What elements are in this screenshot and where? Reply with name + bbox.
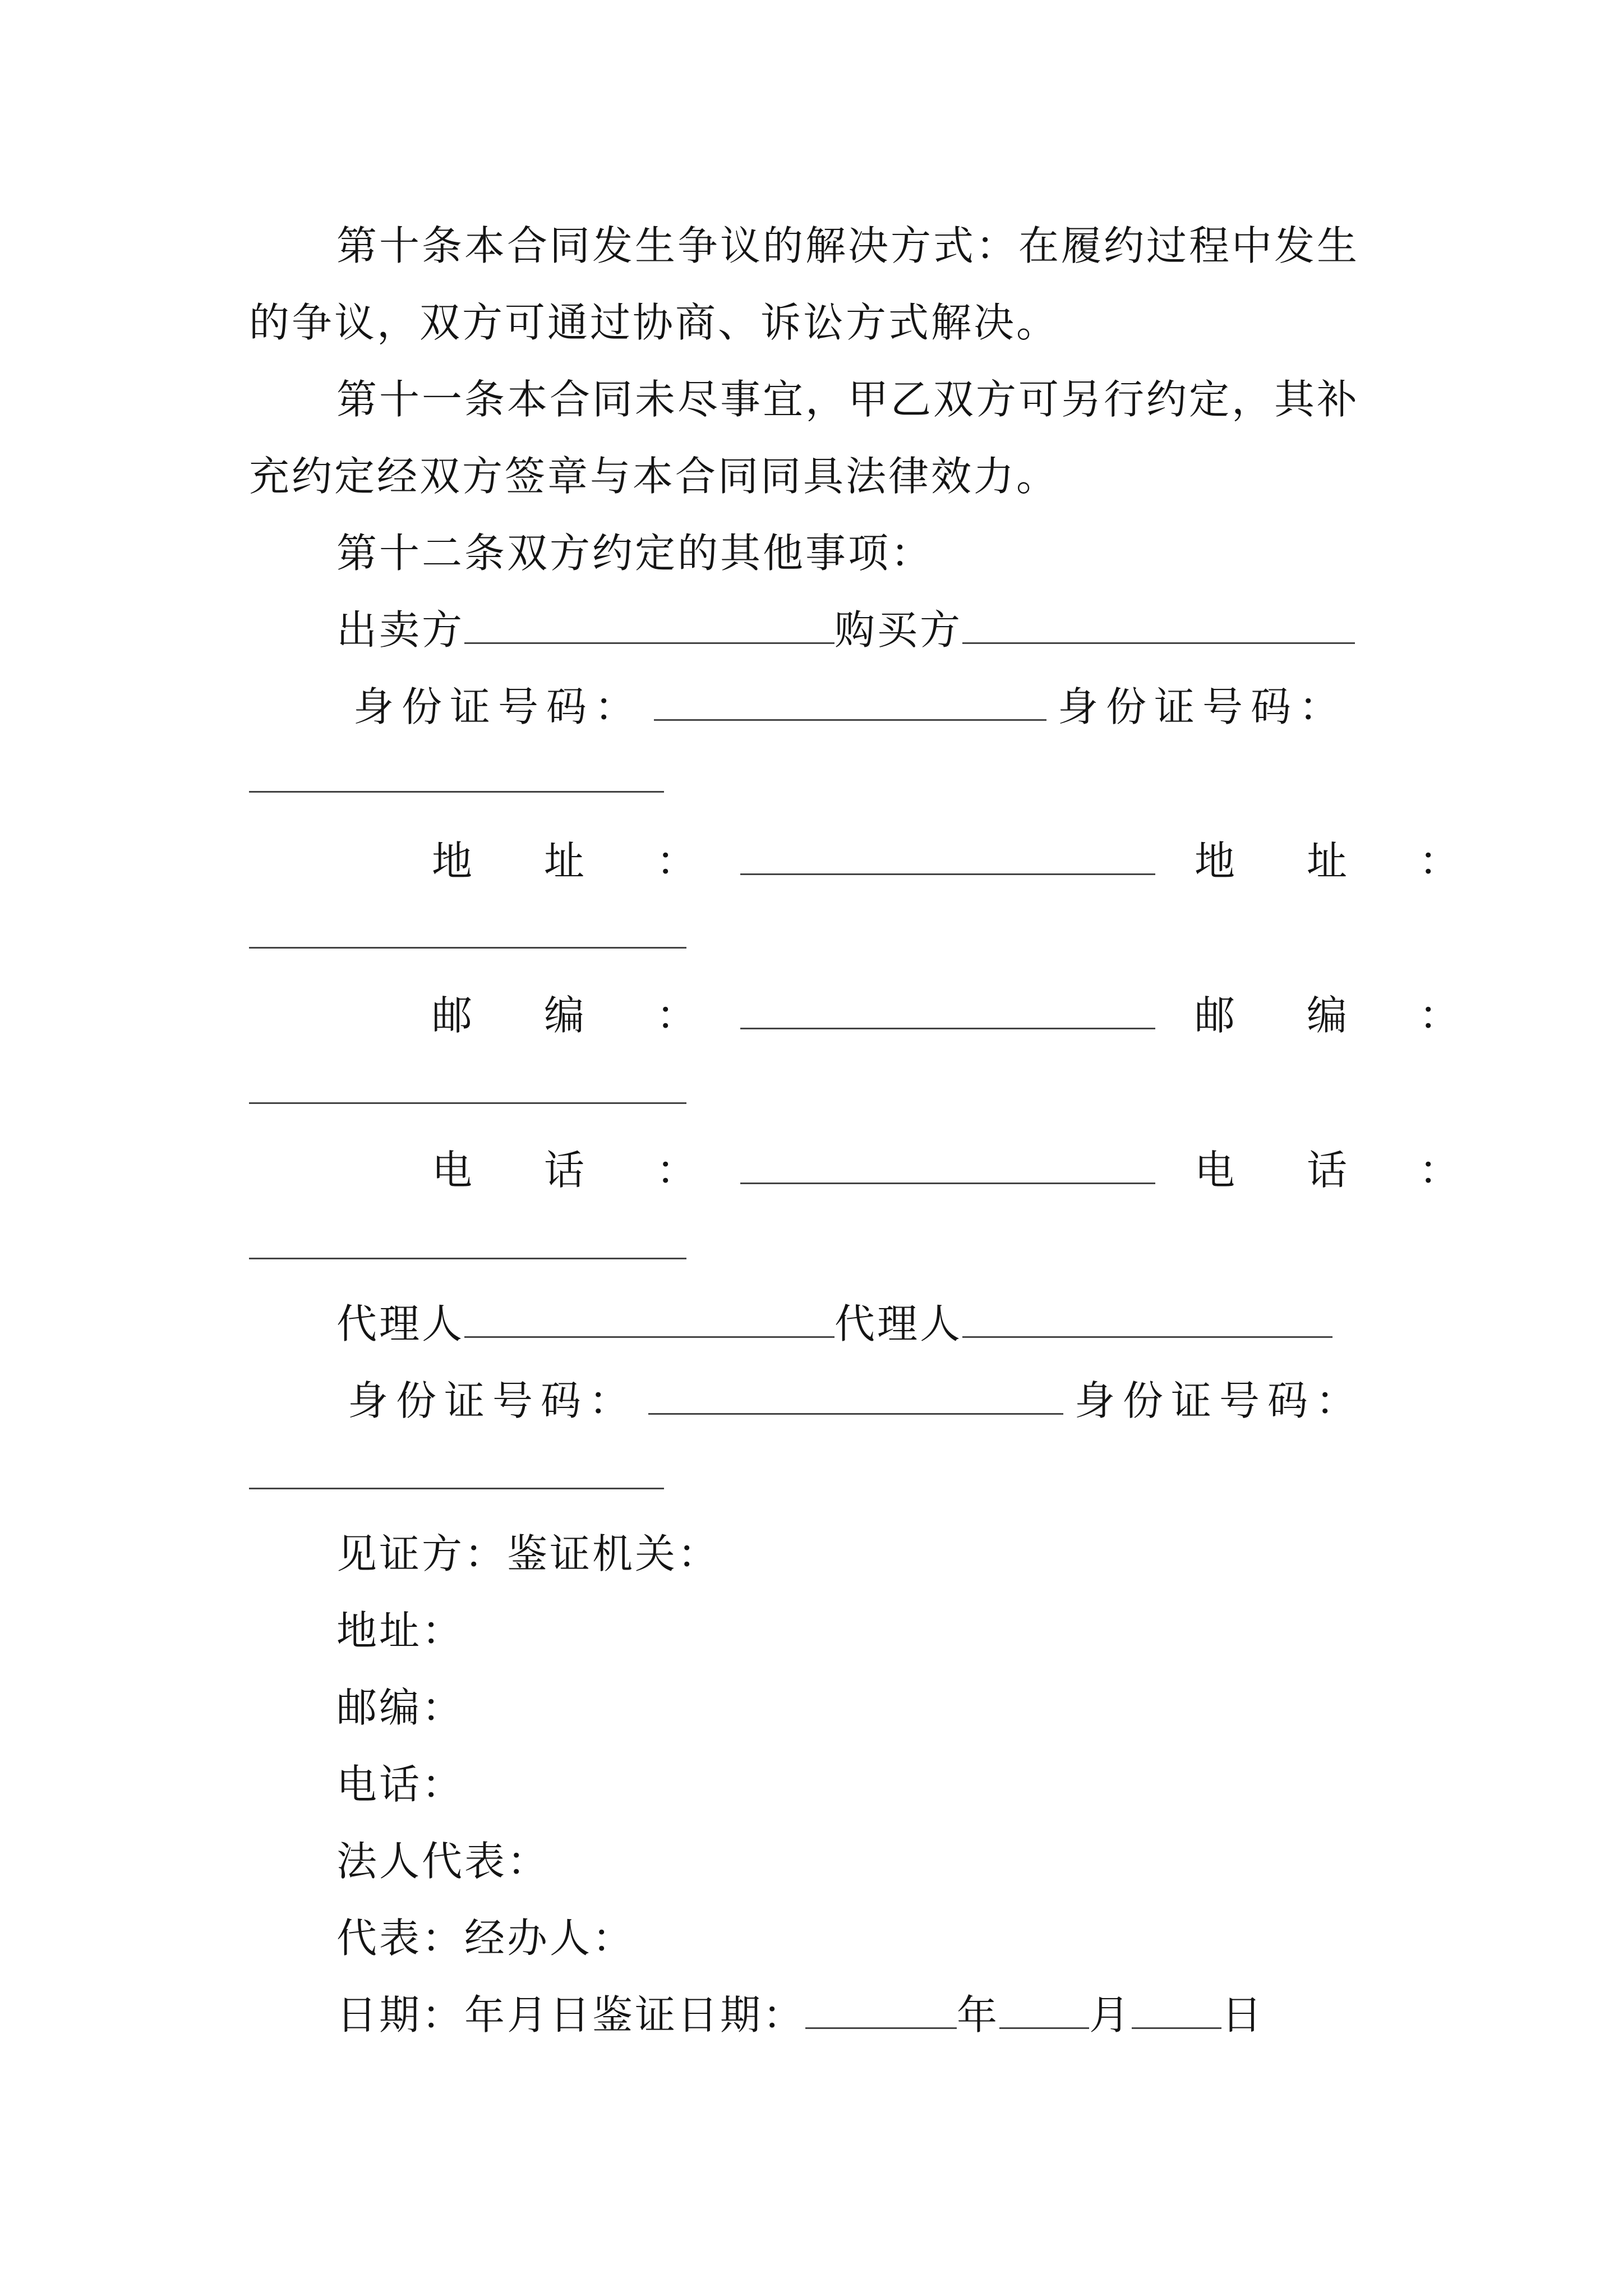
seller-zip-label: 邮 编 ： (432, 992, 713, 1039)
buyer-blank (962, 608, 1355, 644)
buyer-agent-id-label: 身份证号码： (1075, 1377, 1364, 1424)
witness-legal-rep: 法人代表： (336, 1838, 550, 1885)
buyer-id-label: 身份证号码： (1058, 683, 1348, 730)
seller-agent-id-blank (648, 1378, 1063, 1415)
witness-rep: 代表：经办人： (336, 1915, 635, 1962)
witness-address: 地址： (336, 1607, 465, 1654)
seller-zip-blank (740, 993, 1155, 1029)
seller-phone-label: 电 话 ： (432, 1147, 713, 1194)
agent-id-row (348, 1373, 1364, 1429)
month-blank (999, 1993, 1089, 2029)
year-label: 年 (957, 1991, 1000, 2039)
buyer-agent-id-blank (249, 1488, 664, 1489)
date-row (336, 1987, 1264, 2043)
buyer-address-blank (249, 947, 686, 949)
date-prefix: 日期：年月日鉴证日期： (336, 1991, 806, 2039)
article-12: 第十二条双方约定的其他事项： (336, 530, 934, 577)
seller-agent-id-label: 身份证号码： (348, 1377, 638, 1424)
seller-label: 出卖方 (336, 606, 465, 654)
article-10-line-2: 的争议，双方可通过协商、诉讼方式解决。 (249, 299, 1059, 346)
buyer-zip-blank (249, 1102, 686, 1104)
witness-phone: 电话： (336, 1761, 465, 1808)
zip-row (432, 987, 1475, 1043)
buyer-label: 购买方 (834, 606, 963, 654)
buyer-zip-label: 邮 编 ： (1195, 992, 1476, 1039)
buyer-address-label: 地 址 ： (1195, 838, 1476, 885)
witness-zip: 邮编： (336, 1684, 465, 1731)
seller-id-label: 身份证号码： (353, 683, 643, 730)
witness-line: 见证方：鉴证机关： (336, 1530, 721, 1577)
buyer-phone-label: 电 话 ： (1195, 1147, 1476, 1194)
agent-row (336, 1296, 1332, 1352)
seller-address-blank (740, 839, 1155, 875)
seller-id-blank (654, 684, 1046, 721)
month-label: 月 (1089, 1991, 1132, 2039)
buyer-agent-label: 代理人 (834, 1300, 963, 1347)
address-row (432, 833, 1475, 889)
seller-buyer-row (336, 602, 1355, 658)
seller-agent-label: 代理人 (336, 1300, 465, 1347)
buyer-agent-blank (962, 1301, 1332, 1338)
phone-row (432, 1142, 1475, 1198)
article-11-line-2: 充约定经双方签章与本合同同具法律效力。 (249, 453, 1059, 500)
article-10-line-1: 第十条本合同发生争议的解决方式：在履约过程中发生 (336, 222, 1360, 269)
day-blank (1132, 1993, 1221, 2029)
seller-phone-blank (740, 1148, 1155, 1184)
seller-agent-blank (464, 1301, 834, 1338)
buyer-phone-blank (249, 1258, 686, 1259)
seller-blank (464, 608, 834, 644)
buyer-id-blank (249, 791, 664, 793)
article-11-line-1: 第十一条本合同未尽事宜，甲乙双方可另行约定，其补 (336, 376, 1360, 423)
id-row-1 (353, 679, 1347, 735)
seller-address-label: 地 址 ： (432, 838, 713, 885)
year-blank (805, 1993, 957, 2029)
day-label: 日 (1221, 1991, 1265, 2039)
